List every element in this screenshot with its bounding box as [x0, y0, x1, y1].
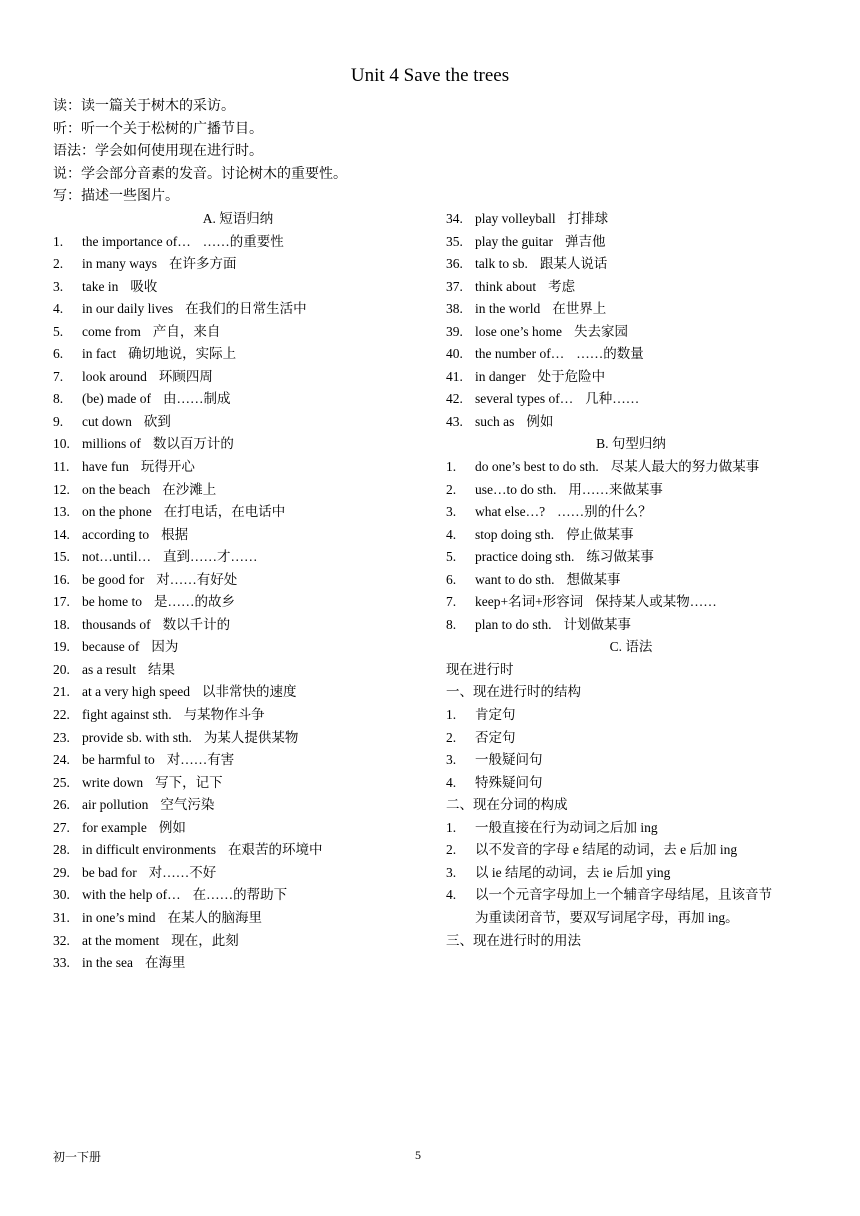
item-number: 5. [53, 323, 64, 339]
phrase-chinese: 因为 [151, 639, 179, 655]
phrase-row [53, 343, 423, 366]
phrase-english: have fun [82, 459, 129, 475]
grammar-topic: 现在进行时 [446, 661, 514, 677]
phrase-row [53, 569, 423, 592]
phrase-text [82, 681, 296, 704]
item-number: 42. [446, 391, 463, 407]
phrase-row [53, 433, 423, 456]
phrase-chinese: 练习做某事 [586, 549, 654, 565]
phrase-row [446, 253, 816, 276]
phrase-row [53, 411, 423, 434]
grammar-text: 一般直接在行为动词之后加 ing [475, 819, 658, 835]
phrase-chinese: 砍到 [143, 413, 171, 429]
phrase-row [446, 388, 816, 411]
phrase-chinese: 对……有害 [166, 752, 235, 768]
phrase-chinese: 保持某人或某物…… [595, 594, 717, 610]
phrase-row [53, 388, 423, 411]
item-number: 23. [53, 729, 70, 745]
phrase-text [82, 343, 236, 366]
phrase-english: because of [82, 639, 140, 655]
phrase-text [82, 253, 237, 276]
grammar-row [446, 704, 816, 727]
phrase-chinese: 空气污染 [160, 797, 215, 813]
phrase-chinese: 在海里 [144, 955, 186, 971]
phrase-chinese: 玩得开心 [140, 459, 195, 475]
item-number: 3. [53, 278, 64, 294]
phrase-english: in one’s mind [82, 909, 156, 925]
phrase-row [53, 366, 423, 389]
phrase-text [82, 772, 223, 795]
phrase-text [475, 276, 575, 299]
phrase-chinese: 失去家园 [574, 323, 628, 339]
item-number: 34. [446, 211, 463, 226]
phrase-chinese: 在……的帮助下 [192, 887, 288, 903]
phrase-chinese: 根据 [161, 526, 189, 542]
left-column [53, 208, 423, 975]
phrase-text [475, 501, 652, 524]
intro-line: 读：读一篇关于树木的采访。 [53, 99, 235, 114]
item-number: 1. [53, 233, 64, 249]
phrase-english: what else…? [475, 504, 546, 520]
phrase-row [53, 952, 423, 975]
phrase-row [446, 321, 816, 344]
phrase-english: at the moment [82, 932, 160, 948]
phrase-row [446, 479, 816, 502]
phrase-row [446, 524, 816, 547]
phrase-row [53, 321, 423, 344]
phrase-chinese: 几种…… [585, 391, 640, 407]
item-number: 39. [446, 323, 463, 339]
phrase-text [82, 907, 262, 930]
phrase-row [53, 591, 423, 614]
phrase-chinese: 计划做某事 [563, 616, 631, 632]
grammar-row [446, 862, 816, 885]
item-number: 27. [53, 819, 70, 835]
grammar-text: 否定句 [475, 729, 516, 745]
grammar-text: 以不发音的字母 e 结尾的动词，去 e 后加 ing [475, 842, 738, 858]
phrase-row [53, 276, 423, 299]
phrase-english: play the guitar [475, 233, 553, 249]
phrase-text [82, 704, 265, 727]
grammar-row [446, 907, 816, 930]
phrase-row [446, 208, 816, 231]
grammar-text: 一般疑问句 [475, 752, 543, 768]
item-number: 25. [53, 774, 70, 790]
intro-line: 语法：学会如何使用现在进行时。 [53, 144, 263, 160]
phrase-english: be home to [82, 594, 142, 610]
phrase-english: take in [82, 278, 119, 294]
right-column [446, 208, 816, 952]
phrase-english: think about [475, 278, 537, 294]
phrase-english: practice doing sth. [475, 549, 575, 565]
phrase-text [475, 231, 605, 254]
phrase-chinese: 例如 [526, 413, 554, 429]
phrase-english: be good for [82, 571, 145, 587]
phrase-row [446, 569, 816, 592]
phrase-english: want to do sth. [475, 571, 555, 587]
grammar-text: 以 ie 结尾的动词，去 ie 后加 ying [475, 864, 671, 880]
phrase-row [53, 614, 423, 637]
phrase-english: according to [82, 526, 150, 542]
page-title: Unit 4 Save the trees [350, 65, 510, 86]
page-number: 5 [415, 1148, 421, 1162]
item-number: 43. [446, 413, 463, 429]
phrase-text [475, 591, 717, 614]
phrase-english: thousands of [82, 616, 151, 632]
phrase-text [82, 524, 188, 547]
phrase-row [446, 411, 816, 434]
phrase-row [53, 298, 423, 321]
phrase-chinese: 由……制成 [162, 391, 231, 407]
item-number: 31. [53, 909, 70, 925]
phrase-text [82, 591, 235, 614]
phrase-row [446, 343, 816, 366]
phrase-english: write down [82, 774, 144, 790]
phrase-row [53, 907, 423, 930]
item-number: 14. [53, 526, 70, 542]
phrase-text [82, 479, 216, 502]
phrase-chinese: 是……的故乡 [154, 594, 235, 610]
phrase-row [446, 546, 816, 569]
grammar-row [446, 884, 816, 907]
item-number: 2. [446, 481, 457, 497]
phrase-english: not…until… [82, 549, 152, 565]
item-number: 7. [53, 368, 64, 384]
phrase-chinese: 弹吉他 [564, 233, 606, 249]
phrase-text [82, 546, 258, 569]
phrase-chinese: 以非常快的速度 [201, 684, 297, 700]
intro-objectives [53, 96, 347, 209]
phrase-text [475, 524, 634, 547]
phrase-text [82, 884, 287, 907]
item-number: 2. [446, 729, 457, 745]
phrase-row [53, 231, 423, 254]
phrase-text [82, 839, 322, 862]
phrase-text [475, 343, 644, 366]
phrase-english: in the sea [82, 955, 133, 971]
phrase-text [82, 749, 234, 772]
phrase-chinese: 为某人提供某物 [203, 729, 299, 745]
phrase-row [53, 727, 423, 750]
phrase-text [475, 388, 639, 411]
item-number: 3. [446, 752, 457, 768]
item-number: 26. [53, 797, 70, 813]
phrase-text [82, 456, 195, 479]
phrase-english: as a result [82, 661, 136, 677]
item-number: 36. [446, 256, 463, 272]
phrase-chinese: 与某物作斗争 [183, 707, 265, 723]
phrase-english: do one’s best to do sth. [475, 459, 599, 475]
phrase-english: in many ways [82, 256, 157, 272]
phrase-english: millions of [82, 436, 141, 452]
phrase-chinese: 吸收 [130, 278, 158, 294]
item-number: 1. [446, 459, 457, 475]
item-number: 41. [446, 368, 463, 384]
phrase-chinese: 在我们的日常生活中 [185, 301, 307, 317]
part3-heading: 三、现在进行时的用法 [446, 932, 581, 948]
phrase-chinese: 在沙滩上 [162, 481, 217, 497]
phrase-text [82, 659, 175, 682]
footer-grade: 初一下册 [53, 1150, 102, 1164]
item-number: 15. [53, 549, 70, 565]
intro-line: 写：描述一些图片。 [53, 189, 179, 205]
item-number: 28. [53, 842, 70, 858]
section-a-heading: A. 短语归纳 [202, 211, 274, 226]
item-number: 1. [446, 819, 457, 835]
intro-line: 听：听一个关于松树的广播节目。 [53, 121, 263, 137]
phrase-chinese: 确切地说，实际上 [128, 346, 237, 362]
item-number: 20. [53, 661, 70, 677]
phrase-chinese: 用……来做某事 [568, 481, 663, 497]
phrase-chinese: 考虑 [548, 278, 576, 294]
item-number: 24. [53, 752, 70, 768]
phrase-english: the number of… [475, 346, 565, 362]
item-number: 19. [53, 639, 70, 655]
item-number: 6. [446, 571, 457, 587]
item-number: 29. [53, 864, 70, 880]
phrase-text [82, 862, 216, 885]
phrase-text [82, 930, 239, 953]
phrase-row [53, 794, 423, 817]
item-number: 17. [53, 594, 70, 610]
phrase-english: in danger [475, 368, 526, 384]
item-number: 13. [53, 504, 70, 520]
item-number: 4. [446, 887, 457, 903]
phrase-text [82, 501, 285, 524]
phrase-row [446, 231, 816, 254]
item-number: 4. [53, 301, 64, 317]
phrase-english: with the help of… [82, 887, 181, 903]
item-number: 18. [53, 616, 70, 632]
grammar-row [446, 772, 816, 795]
phrase-english: air pollution [82, 797, 149, 813]
item-number: 16. [53, 571, 70, 587]
phrase-text [82, 636, 178, 659]
grammar-text: 特殊疑问句 [475, 774, 543, 790]
grammar-row [446, 817, 816, 840]
item-number: 8. [53, 391, 64, 407]
phrase-row [53, 704, 423, 727]
phrase-row [53, 772, 423, 795]
phrase-row [53, 839, 423, 862]
phrase-chinese: 在某人的脑海里 [167, 909, 262, 925]
phrase-chinese: ……别的什么？ [557, 504, 652, 520]
phrase-text [82, 952, 185, 975]
item-number: 21. [53, 684, 70, 700]
phrase-row [53, 524, 423, 547]
item-number: 6. [53, 346, 64, 362]
phrase-chinese: 想做某事 [566, 571, 621, 587]
phrase-text [82, 433, 234, 456]
phrase-chinese: 在世界上 [552, 301, 607, 317]
phrase-row [446, 366, 816, 389]
phrase-english: at a very high speed [82, 684, 190, 700]
phrase-text [475, 366, 605, 389]
phrase-english: several types of… [475, 391, 574, 407]
item-number: 4. [446, 526, 457, 542]
phrase-chinese: 在艰苦的环境中 [227, 842, 323, 858]
phrase-text [82, 794, 214, 817]
phrase-row [446, 614, 816, 637]
item-number: 38. [446, 301, 463, 317]
phrase-chinese: ……的数量 [576, 346, 644, 362]
phrase-text [82, 321, 220, 344]
phrase-chinese: 现在，此刻 [171, 932, 239, 948]
phrase-text [475, 569, 621, 592]
phrase-english: (be) made of [82, 391, 151, 407]
phrase-english: on the beach [82, 481, 151, 497]
phrase-row [53, 479, 423, 502]
item-number: 8. [446, 616, 457, 632]
phrase-english: look around [82, 368, 147, 384]
phrase-text [475, 298, 606, 321]
phrase-english: talk to sb. [475, 256, 528, 272]
phrase-chinese: 在打电话，在电话中 [163, 504, 286, 520]
phrase-chinese: 对……有好处 [156, 571, 238, 587]
phrase-row [53, 546, 423, 569]
item-number: 11. [53, 459, 70, 475]
phrase-english: keep+名词+形容词 [475, 594, 584, 610]
phrase-text [82, 388, 230, 411]
phrase-english: on the phone [82, 504, 152, 520]
item-number: 40. [446, 346, 463, 362]
grammar-row [446, 749, 816, 772]
phrase-row [446, 501, 816, 524]
phrase-row [53, 636, 423, 659]
phrase-chinese: 产自，来自 [152, 323, 221, 339]
item-number: 7. [446, 594, 457, 610]
phrase-english: stop doing sth. [475, 526, 555, 542]
phrase-text [82, 231, 284, 254]
section-b-heading: B. 句型归纳 [596, 436, 666, 452]
item-number: 4. [446, 774, 457, 790]
phrase-chinese: 停止做某事 [566, 526, 634, 542]
phrase-row [446, 456, 816, 479]
item-number: 9. [53, 413, 64, 429]
phrase-chinese: 写下，记下 [155, 774, 223, 790]
phrase-english: in fact [82, 346, 117, 362]
phrase-english: provide sb. with sth. [82, 729, 192, 745]
phrase-chinese: 例如 [158, 819, 186, 835]
phrase-text [475, 479, 663, 502]
phrase-chinese: ……的重要性 [202, 233, 284, 249]
phrase-row [53, 681, 423, 704]
grammar-row [446, 839, 816, 862]
phrase-english: come from [82, 323, 141, 339]
phrase-text [475, 411, 553, 434]
phrase-english: in difficult environments [82, 842, 216, 858]
phrase-text [82, 614, 230, 637]
phrase-chinese: 对……不好 [148, 864, 217, 880]
item-number: 1. [446, 707, 457, 723]
phrase-text [475, 614, 631, 637]
phrase-row [53, 456, 423, 479]
phrase-chinese: 直到……才…… [163, 549, 258, 565]
phrase-row [53, 253, 423, 276]
item-number: 3. [446, 864, 457, 880]
phrase-english: be harmful to [82, 752, 155, 768]
phrase-row [53, 862, 423, 885]
phrase-chinese: 结果 [147, 661, 175, 677]
phrase-text [475, 546, 654, 569]
phrase-chinese: 处于危险中 [537, 368, 606, 384]
phrase-english: plan to do sth. [475, 616, 552, 632]
grammar-text: 以一个元音字母加上一个辅音字母结尾，且该音节 [475, 887, 772, 903]
phrase-english: in our daily lives [82, 301, 174, 317]
phrase-chinese: 打排球 [567, 211, 609, 226]
item-number: 22. [53, 707, 70, 723]
phrase-text [475, 253, 607, 276]
item-number: 32. [53, 932, 70, 948]
phrase-row [446, 298, 816, 321]
section-c-heading: C. 语法 [609, 639, 653, 655]
phrase-text [82, 817, 186, 840]
phrase-text [475, 321, 628, 344]
phrase-row [53, 884, 423, 907]
phrase-english: for example [82, 819, 147, 835]
phrase-chinese: 尽某人最大的努力做某事 [610, 459, 760, 475]
part2-heading: 二、现在分词的构成 [446, 797, 568, 813]
phrase-english: the importance of… [82, 233, 191, 249]
phrase-row [53, 501, 423, 524]
phrase-english: be bad for [82, 864, 137, 880]
item-number: 5. [446, 549, 457, 565]
phrase-chinese: 跟某人说话 [539, 256, 608, 272]
phrase-row [53, 817, 423, 840]
phrase-row [53, 659, 423, 682]
part1-heading: 一、现在进行时的结构 [446, 684, 581, 700]
phrase-text [82, 569, 237, 592]
phrase-english: use…to do sth. [475, 481, 557, 497]
phrase-english: fight against sth. [82, 707, 172, 723]
phrase-row [446, 591, 816, 614]
item-number: 12. [53, 481, 70, 497]
phrase-chinese: 环顾四周 [158, 368, 213, 384]
phrase-text [82, 276, 157, 299]
phrase-chinese: 数以千计的 [162, 616, 231, 632]
phrase-english: cut down [82, 413, 132, 429]
item-number: 10. [53, 436, 70, 452]
phrase-text [82, 366, 213, 389]
phrase-chinese: 在许多方面 [169, 256, 237, 272]
phrase-text [82, 298, 307, 321]
phrase-text [82, 727, 298, 750]
phrase-english: lose one’s home [475, 323, 562, 339]
item-number: 35. [446, 233, 463, 249]
phrase-text [475, 208, 608, 231]
grammar-text: 肯定句 [475, 707, 516, 723]
phrase-english: in the world [475, 301, 541, 317]
item-number: 33. [53, 955, 70, 971]
item-number: 2. [446, 842, 457, 858]
grammar-text: 为重读闭音节，要双写词尾字母，再加 ing。 [475, 909, 739, 925]
phrase-row [446, 276, 816, 299]
phrase-text [475, 456, 759, 479]
intro-line: 说：学会部分音素的发音。讨论树木的重要性。 [53, 166, 347, 182]
phrase-row [53, 930, 423, 953]
phrase-english: such as [475, 413, 515, 429]
grammar-row [446, 727, 816, 750]
item-number: 37. [446, 278, 463, 294]
phrase-text [82, 411, 171, 434]
item-number: 30. [53, 887, 70, 903]
item-number: 2. [53, 256, 64, 272]
phrase-row [53, 749, 423, 772]
phrase-english: play volleyball [475, 211, 556, 226]
item-number: 3. [446, 504, 457, 520]
phrase-chinese: 数以百万计的 [152, 436, 234, 452]
